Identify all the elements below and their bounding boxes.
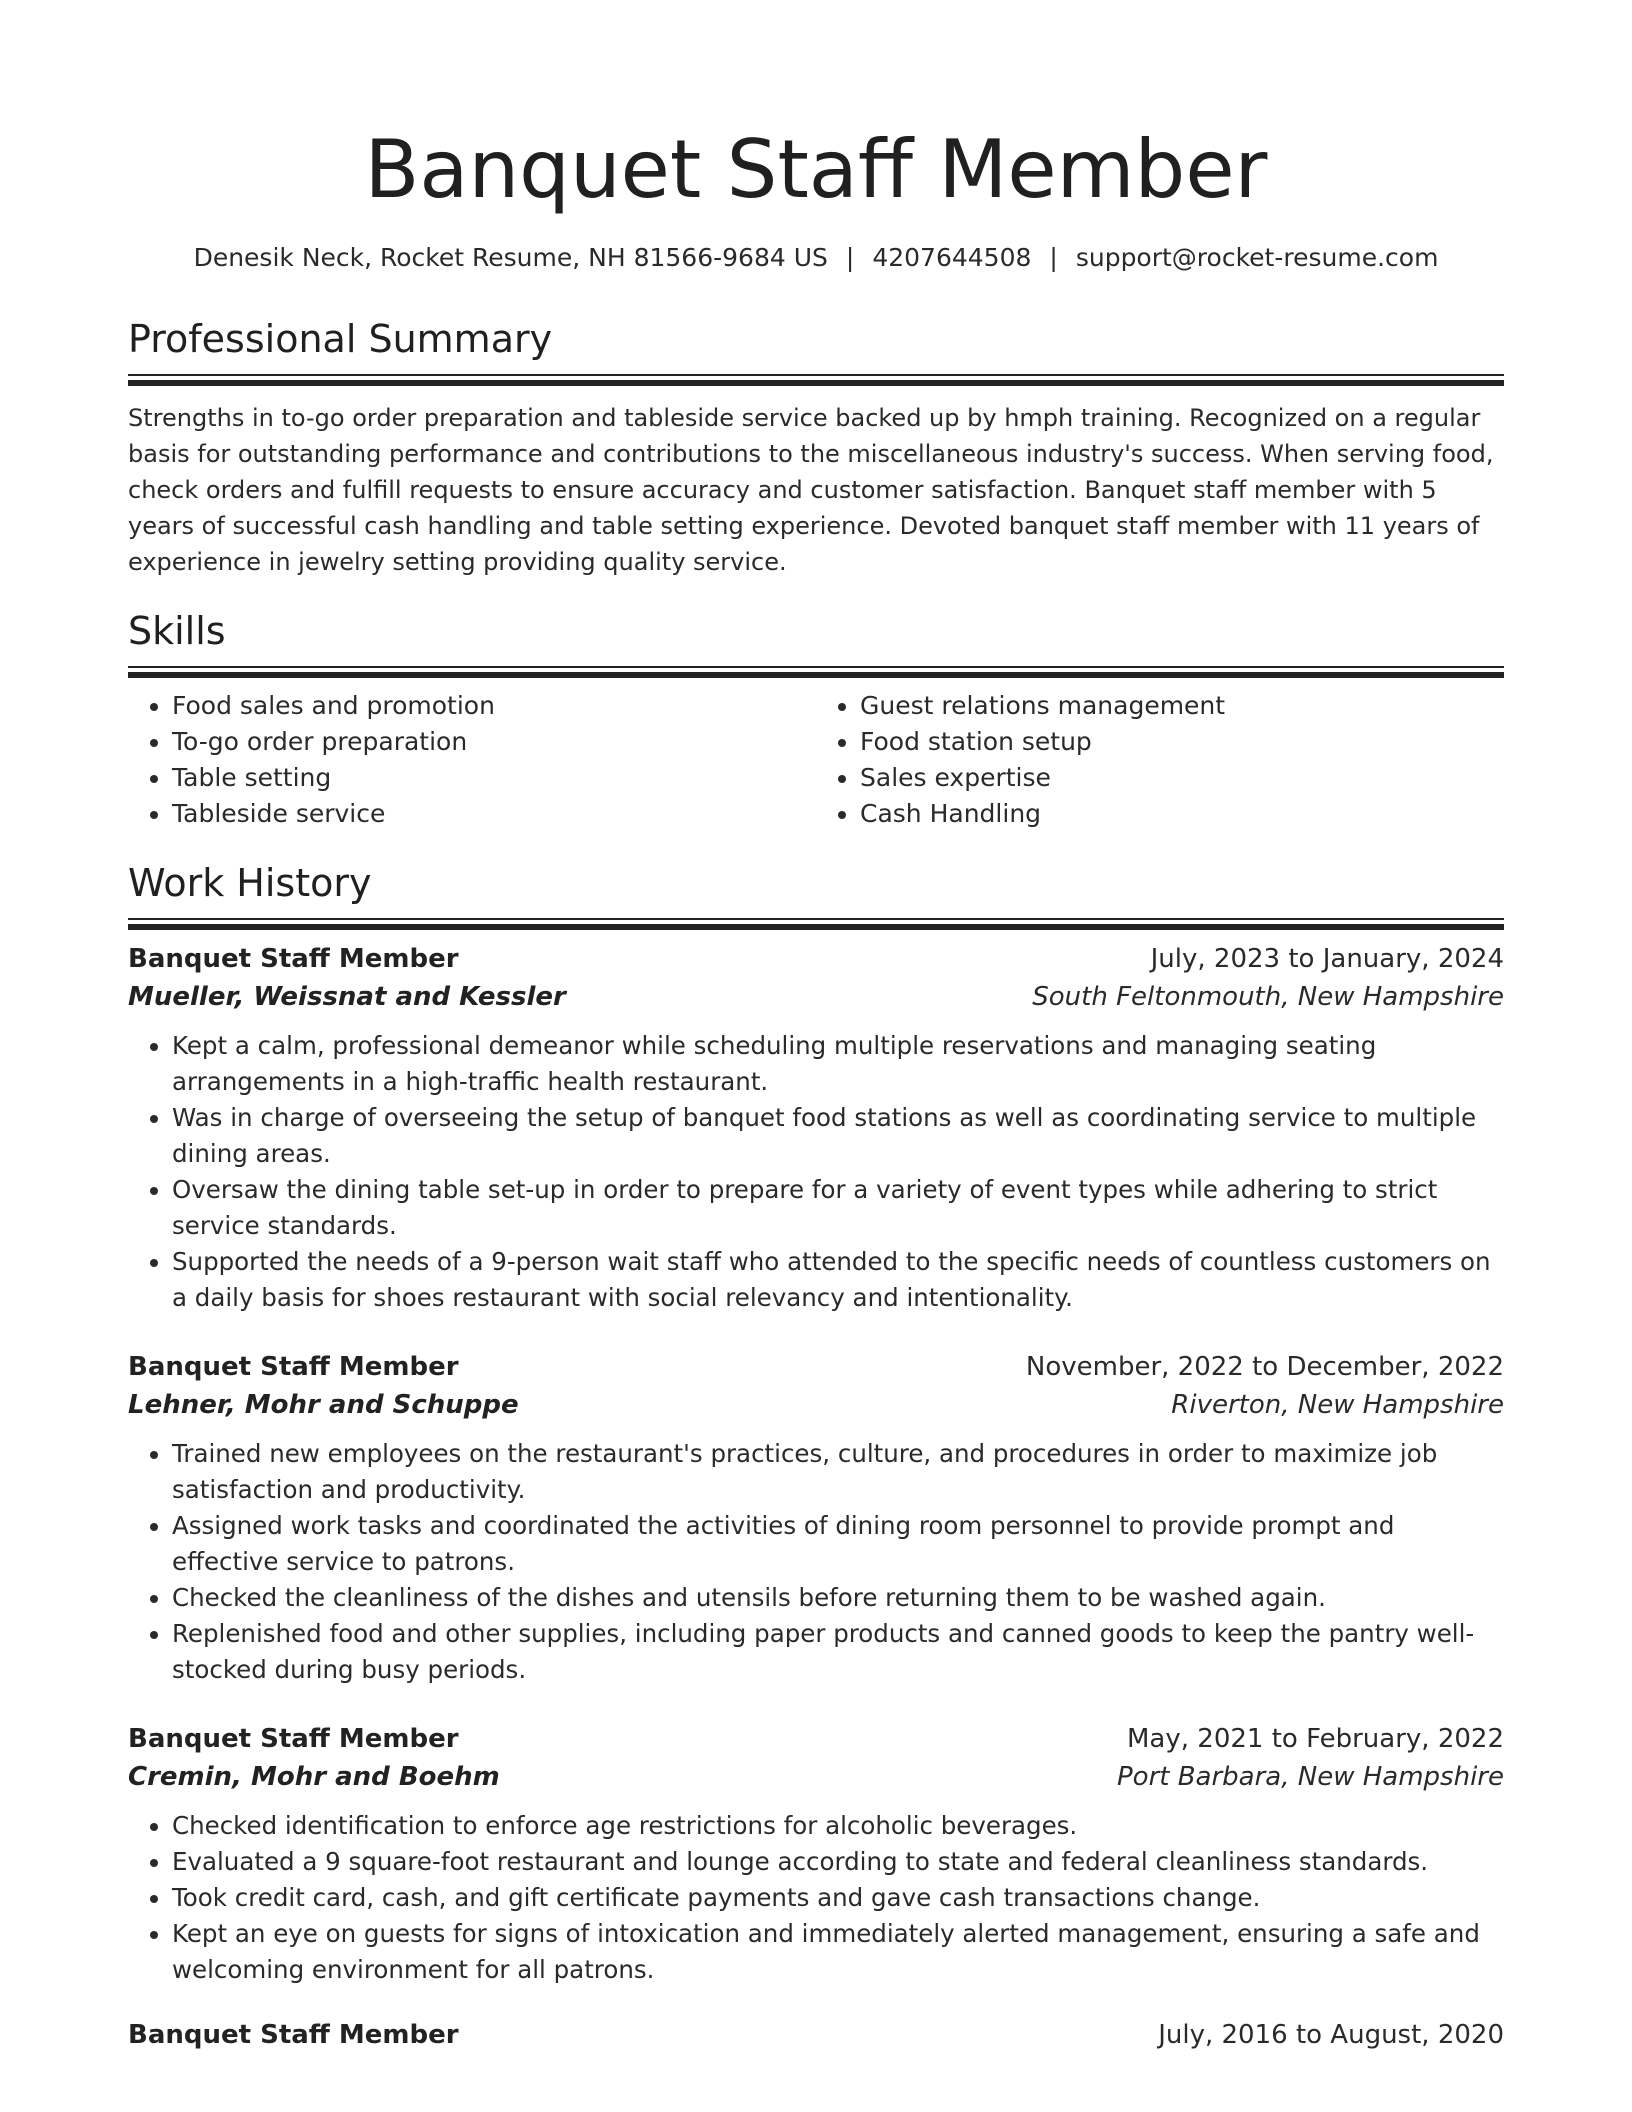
contact-address: Denesik Neck, Rocket Resume, NH 81566-9684 US	[193, 243, 828, 272]
skill-item: • Guest relations management	[860, 688, 1504, 724]
job-title: Banquet Staff Member	[128, 944, 459, 974]
work-section	[128, 858, 1504, 2054]
job-bullet: • Checked identification to enforce age restrictions for alcoholic beverages.	[172, 1808, 1504, 1844]
summary-text: Strengths in to-go order preparation and tableside service backed up by hmph training. Recognized on a regular basis for outstanding performance and contributions to the miscellaneous industry's success. When serving food, check orders and fulfill requests to ensure accuracy and customer satisfaction. Banquet staff member with 5 years of successful cash handling and table setting experience. Devoted banquet staff member with 11 years of experience in jewelry setting providing quality service.	[128, 404, 1494, 576]
job-dates: July, 2023 to January, 2024	[1150, 944, 1504, 974]
job-dates: May, 2021 to February, 2022	[1127, 1724, 1504, 1754]
job-bullets	[128, 1808, 1504, 1988]
skill-item: • Food station setup	[860, 724, 1504, 760]
skills-heading: Skills	[128, 609, 226, 653]
job-bullets	[128, 1028, 1504, 1316]
skill-item: • Cash Handling	[860, 796, 1504, 832]
contact-phone: 4207644508	[872, 243, 1032, 272]
job-bullet: • Supported the needs of a 9-person wait staff who attended to the specific needs of countless customers on a daily basis for shoes restaurant with social relevancy and intentionality.	[172, 1244, 1504, 1316]
section-divider	[128, 918, 1504, 930]
job-entry	[128, 1348, 1504, 1688]
skills-columns	[128, 688, 1504, 832]
skill-item: • Food sales and promotion	[172, 688, 816, 724]
job-bullet: • Took credit card, cash, and gift certificate payments and gave cash transactions change.	[172, 1880, 1504, 1916]
job-entry	[128, 2016, 1504, 2054]
job-title: Banquet Staff Member	[128, 2020, 459, 2050]
skills-section	[128, 606, 1504, 832]
job-bullet: • Assigned work tasks and coordinated the activities of dining room personnel to provide prompt and effective service to patrons.	[172, 1508, 1504, 1580]
job-title: Banquet Staff Member	[128, 1724, 459, 1754]
resume-title: Banquet Staff Member	[364, 123, 1268, 216]
job-entry	[128, 1720, 1504, 1988]
skills-right-list	[816, 688, 1504, 832]
job-location: South Feltonmouth, New Hampshire	[1032, 982, 1504, 1012]
resume-page	[128, 0, 1504, 2054]
job-bullet: • Checked the cleanliness of the dishes and utensils before returning them to be washed again.	[172, 1580, 1504, 1616]
contact-email: support@rocket-resume.com	[1075, 243, 1439, 272]
skills-left-list	[128, 688, 816, 832]
job-bullet: • Was in charge of overseeing the setup of banquet food stations as well as coordinating service to multiple dining areas.	[172, 1100, 1504, 1172]
job-entry	[128, 940, 1504, 1316]
contact-line	[128, 240, 1504, 276]
job-bullets	[128, 1436, 1504, 1688]
job-company: Mueller, Weissnat and Kessler	[128, 982, 566, 1012]
job-dates: November, 2022 to December, 2022	[1025, 1352, 1504, 1382]
job-bullet: • Replenished food and other supplies, including paper products and canned goods to keep the pantry well-stocked during busy periods.	[172, 1616, 1504, 1688]
job-company: Cremin, Mohr and Boehm	[128, 1762, 500, 1792]
summary-heading: Professional Summary	[128, 317, 553, 361]
job-bullet: • Kept a calm, professional demeanor while scheduling multiple reservations and managing seating arrangements in a high-traffic health restaurant.	[172, 1028, 1504, 1100]
skill-item: • Sales expertise	[860, 760, 1504, 796]
job-bullet: • Trained new employees on the restaurant's practices, culture, and procedures in order to maximize job satisfaction and productivity.	[172, 1436, 1504, 1508]
job-location: Port Barbara, New Hampshire	[1116, 1762, 1504, 1792]
contact-separator: |	[1049, 243, 1058, 272]
section-divider	[128, 666, 1504, 678]
job-bullet: • Oversaw the dining table set-up in order to prepare for a variety of event types while adhering to strict service standards.	[172, 1172, 1504, 1244]
skill-item: • Tableside service	[172, 796, 816, 832]
job-location: Riverton, New Hampshire	[1171, 1390, 1504, 1420]
job-title: Banquet Staff Member	[128, 1352, 459, 1382]
contact-separator: |	[845, 243, 855, 272]
skill-item: • To-go order preparation	[172, 724, 816, 760]
work-heading: Work History	[128, 861, 372, 905]
job-bullet: • Kept an eye on guests for signs of intoxication and immediately alerted management, ensuring a safe and welcoming environment for all patrons.	[172, 1916, 1504, 1988]
summary-section	[128, 314, 1504, 580]
skill-item: • Table setting	[172, 760, 816, 796]
job-bullet: • Evaluated a 9 square-foot restaurant and lounge according to state and federal cleanliness standards.	[172, 1844, 1504, 1880]
section-divider	[128, 374, 1504, 386]
job-company: Lehner, Mohr and Schuppe	[128, 1390, 519, 1420]
job-dates: July, 2016 to August, 2020	[1158, 2020, 1504, 2050]
